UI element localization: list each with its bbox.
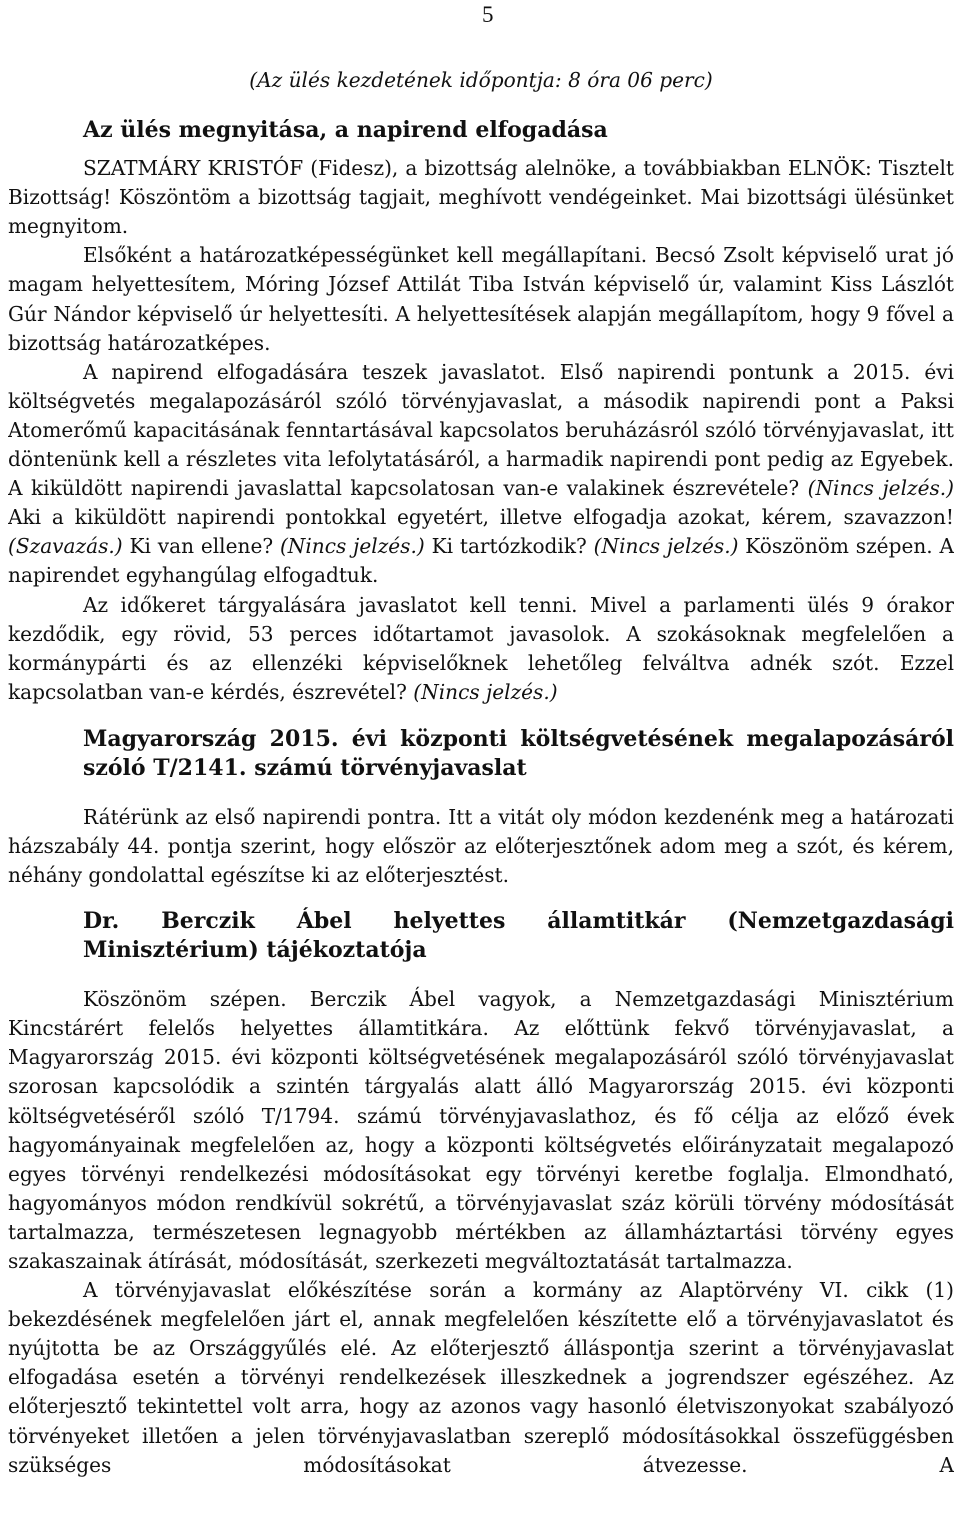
text-run: Köszönöm szépen. A napirendet egyhangúlag elfogadtuk. [8,534,954,588]
page-content [8,66,954,1480]
text-run: Aki a kiküldött napirendi pontokkal egyetért, illetve elfogadja azokat, kérem, szavazzon! [8,505,954,530]
remark-no-signal: (Nincs jelzés.) [593,534,739,559]
text-run: Ki van ellene? [122,534,280,559]
paragraph-opening: SZATMÁRY KRISTÓF (Fidesz), a bizottság alelnöke, a továbbiakban ELNÖK: Tisztelt Bizottság! Köszöntöm a bizottság tagjait, meghívott vendégeinket. Mai bizottsági ülésünket megnyitom. [8,156,954,239]
heading-line: Dr. Berczik Ábel helyettes államtitkár (Nemzetgazdasági [83,908,954,935]
section-heading-speaker [8,907,954,965]
paragraph-quorum: Elsőként a határozatképességünket kell megállapítani. Becsó Zsolt képviselő urat jó magam helyettesítem, Móring József Attilát Tiba István képviselő úr, valamint Kiss Lászlót Gúr Nándor képviselő úr helyettesíti. A helyettesítések alapján megállapítom, hogy 9 fővel a bizottság határozatképes. [8,243,954,355]
paragraph-time-frame [8,591,954,707]
text-run: Ki tartózkodik? [424,534,594,559]
section-heading-agenda: Az ülés megnyitása, a napirend elfogadása [83,117,608,144]
page-number: 5 [482,2,494,27]
remark-no-signal: (Nincs jelzés.) [413,679,558,704]
paragraph-speech-preparation: A törvényjavaslat előkészítése során a kormány az Alaptörvény VI. cikk (1) bekezdésének megfelelően járt el, annak megfelelően készítette elő a törvényjavaslatot és nyújtotta be az Országgyűlés elé. Az előterjesztő álláspontja szerint a törvényjavaslat elfogadása esetén a törvényi rendelkezések illeszkednek a jogrendszer egészéhez. Az előterjesztő tekintettel volt arra, hogy az azonos vagy hasonló életviszonyokat szabályozó törvényeket illetően a jelen törvényjavaslatban szereplő módosításokkal összefüggésben szükséges módosításokat átvezesse. A [8,1278,954,1477]
paragraph-first-item: Rátérünk az első napirendi pontra. Itt a vitát oly módon kezdenénk meg a határozati házszabály 44. pontja szerint, hogy először az előterjesztőnek adom meg a szót, és kérem, néhány gondolattal egészítse ki az előterjesztést. [8,804,954,888]
paragraph-speech-intro: Köszönöm szépen. Berczik Ábel vagyok, a Nemzetgazdasági Minisztérium Kincstárért felelős helyettes államtitkára. Az előttünk fekvő törvényjavaslat, a Magyarország 2015. évi központi költségvetésének megalapozásáról szóló törvényjavaslat szorosan kapcsolódik a szintén tárgyalás alatt álló Magyarország 2015. évi központi költségvetéséről szóló T/1794. számú törvényjavaslathoz, és fő célja az előző évek hagyományainak megfelelően az, hogy a központi költségvetés előirányzatait megalapozó egyes törvényi rendelkezési módosításokat egy törvényi keretbe foglalja. Elmondható, hagyományos módon rendkívül sokrétű, a törvényjavaslat száz körüli törvény módosítását tartalmazza, természetesen legnagyobb mértékben az államháztartási törvény egyes szakaszainak átírását, módosítását, szerkezeti megváltoztatását tartalmazza. [8,987,954,1273]
session-start-time: (Az ülés kezdetének időpontja: 8 óra 06 perc) [249,68,713,92]
text-run: A napirend elfogadására teszek javaslatot. Első napirendi pontunk a 2015. évi költségvetés megalapozásáról szóló törvényjavaslat, a második napirendi pont a Paksi Atomerőmű kapacitásának fenntartásával kapcsolatos beruházásról szóló törvényjavaslat, itt döntenünk kell a részletes vita lefolytatásáról, a harmadik napirendi pont pedig az Egyebek. A kiküldött napirendi javaslattal kapcsolatosan van-e valakinek észrevétele? [8,359,954,501]
heading-line: Minisztérium) tájékoztatója [83,937,427,964]
remark-no-signal: (Nincs jelzés.) [279,534,425,559]
document-page [8,0,954,1518]
text-run: Az időkeret tárgyalására javaslatot kell tenni. Mivel a parlamenti ülés 9 órakor kezdődik, egy rövid, 53 perces időtartamot javasolok. A szokásoknak megfelelően a kormánypárti és az ellenzéki képviselőknek lehetőleg felváltva adnék szót. Ezzel kapcsolatban van-e kérdés, észrevétel? [8,592,954,704]
remark-voting: (Szavazás.) [8,534,123,559]
paragraph-agenda-vote [8,358,954,591]
section-heading-bill: Magyarország 2015. évi központi költségvetésének megalapozásáról szóló T/2141. számú törvényjavaslat [83,725,954,781]
remark-no-signal: (Nincs jelzés.) [807,476,954,501]
